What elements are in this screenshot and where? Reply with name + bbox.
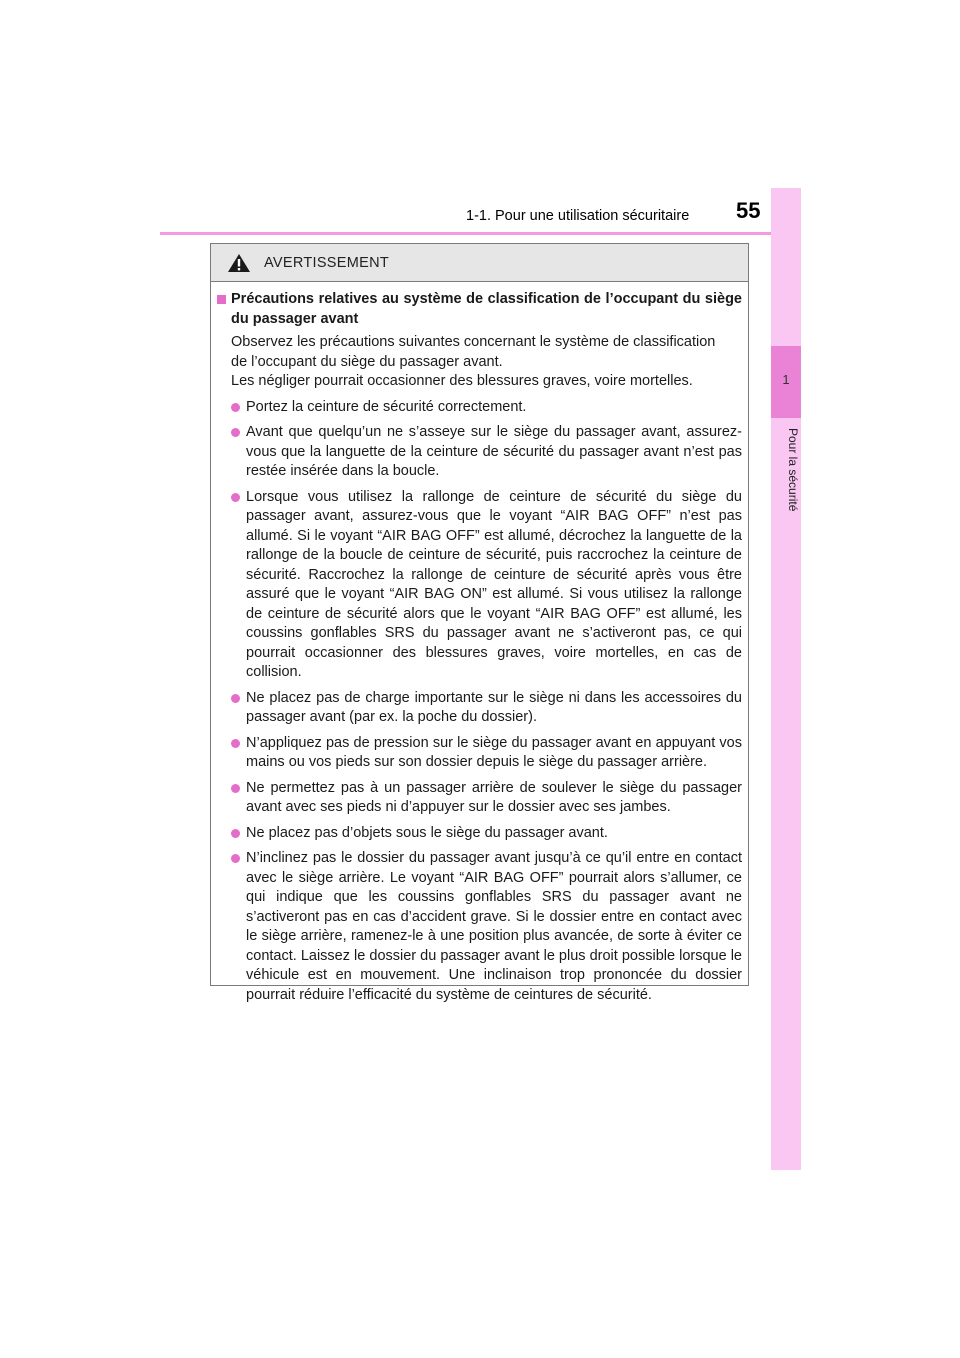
warning-body [211, 282, 748, 1005]
chapter-side-tab [771, 188, 801, 1170]
round-bullet-icon [231, 428, 240, 437]
list-item-text: Lorsque vous utilisez la rallonge de ceinture de sécurité du siège du passager avant, assurez-vous que le voyant “AIR BAG OFF” n’est pas allumé. Si le voyant “AIR BAG OFF” est allumé, décrochez la languette de la rallonge de la boucle de ceinture de sécurité, puis raccrochez la ceinture de sécurité. Raccrochez la rallonge de ceinture de sécurité après vous être assuré que le voyant “AIR BAG ON” est allumé. Si vous utilisez la rallonge de ceinture de sécurité alors que le voyant “AIR BAG OFF” est allumé, les coussins gonflables SRS du passager avant ne s’activeront pas, ce qui pourrait occasionner des blessures graves, voire mortelles, en cas de collision. [246, 488, 742, 680]
chapter-label: Pour la sécurité [786, 428, 800, 512]
list-item-text: N’appliquez pas de pression sur le siège du passager avant en appuyant vos mains ou vos pieds sur son dossier depuis le siège du passager arrière. [246, 734, 742, 770]
warning-triangle-icon [227, 253, 251, 273]
warning-heading-row [215, 290, 742, 329]
round-bullet-icon [231, 784, 240, 793]
warning-box [210, 243, 749, 1003]
chapter-number: 1 [782, 372, 790, 387]
round-bullet-icon [231, 493, 240, 502]
list-item [215, 398, 742, 418]
round-bullet-icon [231, 694, 240, 703]
list-item [215, 849, 742, 1005]
round-bullet-icon [231, 829, 240, 838]
warning-intro [231, 333, 742, 392]
header-rule [160, 232, 801, 235]
list-item [215, 779, 742, 818]
warning-bullet-list [215, 398, 742, 1006]
list-item-text: Portez la ceinture de sécurité correctement. [246, 398, 527, 415]
intro-line: Observez les précautions suivantes concernant le système de classification [231, 334, 716, 350]
list-item [215, 689, 742, 728]
square-bullet-icon [217, 295, 226, 304]
list-item-text: N’inclinez pas le dossier du passager avant jusqu’à ce qu’il entre en contact avec le siège arrière. Le voyant “AIR BAG OFF” pourrait alors s’allumer, ce qui indique que les coussins gonflables SRS du passager avant ne s’activeront pas en cas d’accident grave. Si le dossier entre en contact avec le siège arrière, ramenez-le à une position plus avancée, de sorte à éviter ce contact. Laissez le dossier du passager avant le plus droit possible lorsque le véhicule est en mouvement. Une inclinaison trop prononcée du dossier pourrait réduire l’efficacité du système de ceintures de sécurité. [246, 850, 742, 1003]
list-item-text: Ne placez pas de charge importante sur le siège ni dans les accessoires du passager avant (par ex. la poche du dossier). [246, 689, 742, 725]
intro-line: Les négliger pourrait occasionner des blessures graves, voire mortelles. [231, 373, 693, 389]
warning-header [211, 244, 748, 282]
round-bullet-icon [231, 854, 240, 863]
list-item [215, 734, 742, 773]
intro-line: de l’occupant du siège du passager avant. [231, 353, 503, 370]
list-item-text: Avant que quelqu’un ne s’asseye sur le siège du passager avant, assurez-vous que la languette de la ceinture de sécurité du passager avant n’est pas restée insérée dans la boucle. [246, 424, 742, 479]
list-item [215, 824, 742, 844]
warning-title: AVERTISSEMENT [264, 254, 390, 271]
list-item-text: Ne permettez pas à un passager arrière de soulever le siège du passager avant avec ses pieds ni d’appuyer sur le dossier avec ses jambes. [246, 779, 742, 815]
round-bullet-icon [231, 739, 240, 748]
list-item-text: Ne placez pas d’objets sous le siège du passager avant. [246, 824, 608, 841]
list-item [215, 488, 742, 683]
round-bullet-icon [231, 403, 240, 412]
section-title: 1-1. Pour une utilisation sécuritaire [466, 208, 690, 224]
list-item [215, 423, 742, 482]
page-number: 55 [736, 198, 761, 223]
warning-heading: Précautions relatives au système de classification de l’occupant du siège du passager avant [231, 291, 742, 327]
